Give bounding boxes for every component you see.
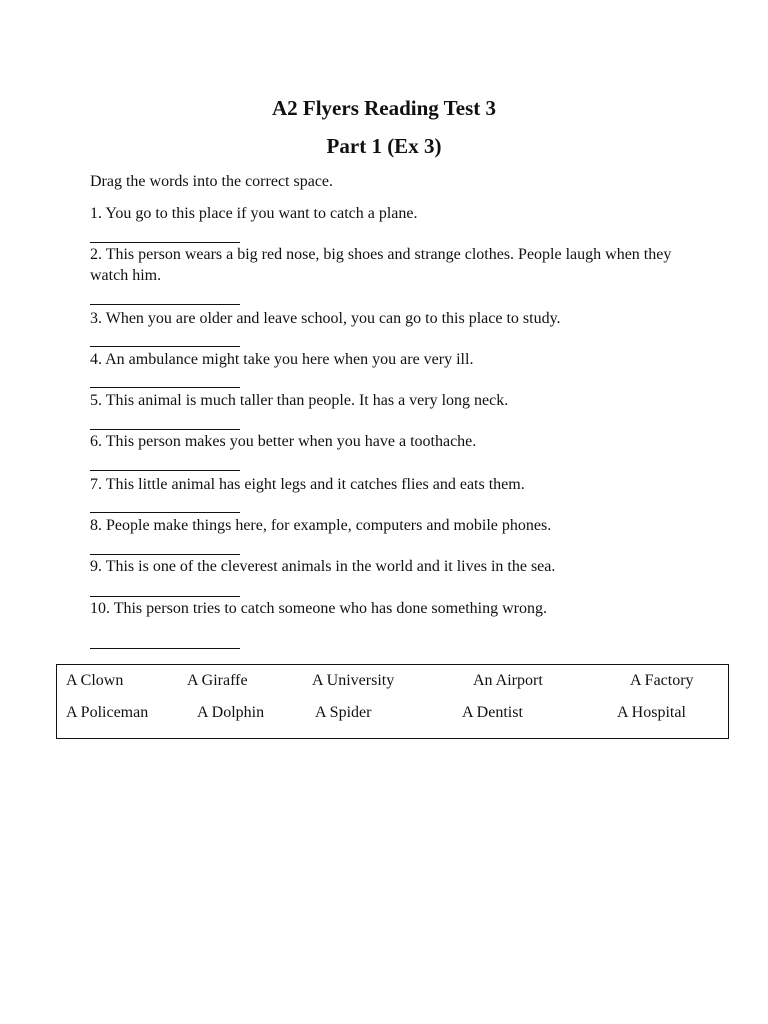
instruction-text: Drag the words into the correct space. (90, 173, 334, 190)
question-9: 9. This is one of the cleverest animals in the world and it lives in the sea. (90, 558, 556, 575)
question-5: 5. This animal is much taller than people. It has a very long neck. (90, 392, 509, 409)
word-dolphin[interactable]: A Dolphin (197, 704, 265, 721)
word-spider[interactable]: A Spider (315, 704, 372, 721)
word-factory[interactable]: A Factory (630, 672, 694, 689)
answer-blank-10[interactable] (90, 648, 240, 649)
answer-blank-9[interactable] (90, 596, 240, 597)
answer-blank-2[interactable] (90, 304, 240, 305)
question-10: 10. This person tries to catch someone who has done something wrong. (90, 600, 547, 617)
page-subtitle: Part 1 (Ex 3) (326, 134, 442, 158)
answer-blank-7[interactable] (90, 512, 240, 513)
word-bank (56, 664, 729, 739)
question-6: 6. This person makes you better when you have a toothache. (90, 433, 477, 450)
question-1: 1. You go to this place if you want to catch a plane. (90, 205, 418, 222)
word-university[interactable]: A University (312, 672, 395, 689)
word-airport[interactable]: An Airport (473, 672, 543, 689)
answer-blank-4[interactable] (90, 387, 240, 388)
word-dentist[interactable]: A Dentist (462, 704, 523, 721)
answer-blank-6[interactable] (90, 470, 240, 471)
question-3: 3. When you are older and leave school, you can go to this place to study. (90, 310, 561, 327)
question-7: 7. This little animal has eight legs and it catches flies and eats them. (90, 476, 525, 493)
answer-blank-5[interactable] (90, 429, 240, 430)
answer-blank-1[interactable] (90, 242, 240, 243)
word-giraffe[interactable]: A Giraffe (187, 672, 248, 689)
answer-blank-3[interactable] (90, 346, 240, 347)
word-clown[interactable]: A Clown (66, 672, 124, 689)
question-2: 2. This person wears a big red nose, big shoes and strange clothes. People laugh when they watch him. (90, 246, 672, 284)
word-hospital[interactable]: A Hospital (617, 704, 686, 721)
word-policeman[interactable]: A Policeman (66, 704, 149, 721)
question-4: 4. An ambulance might take you here when you are very ill. (90, 351, 474, 368)
answer-blank-8[interactable] (90, 554, 240, 555)
page-title: A2 Flyers Reading Test 3 (271, 96, 496, 120)
question-8: 8. People make things here, for example, computers and mobile phones. (90, 517, 552, 534)
